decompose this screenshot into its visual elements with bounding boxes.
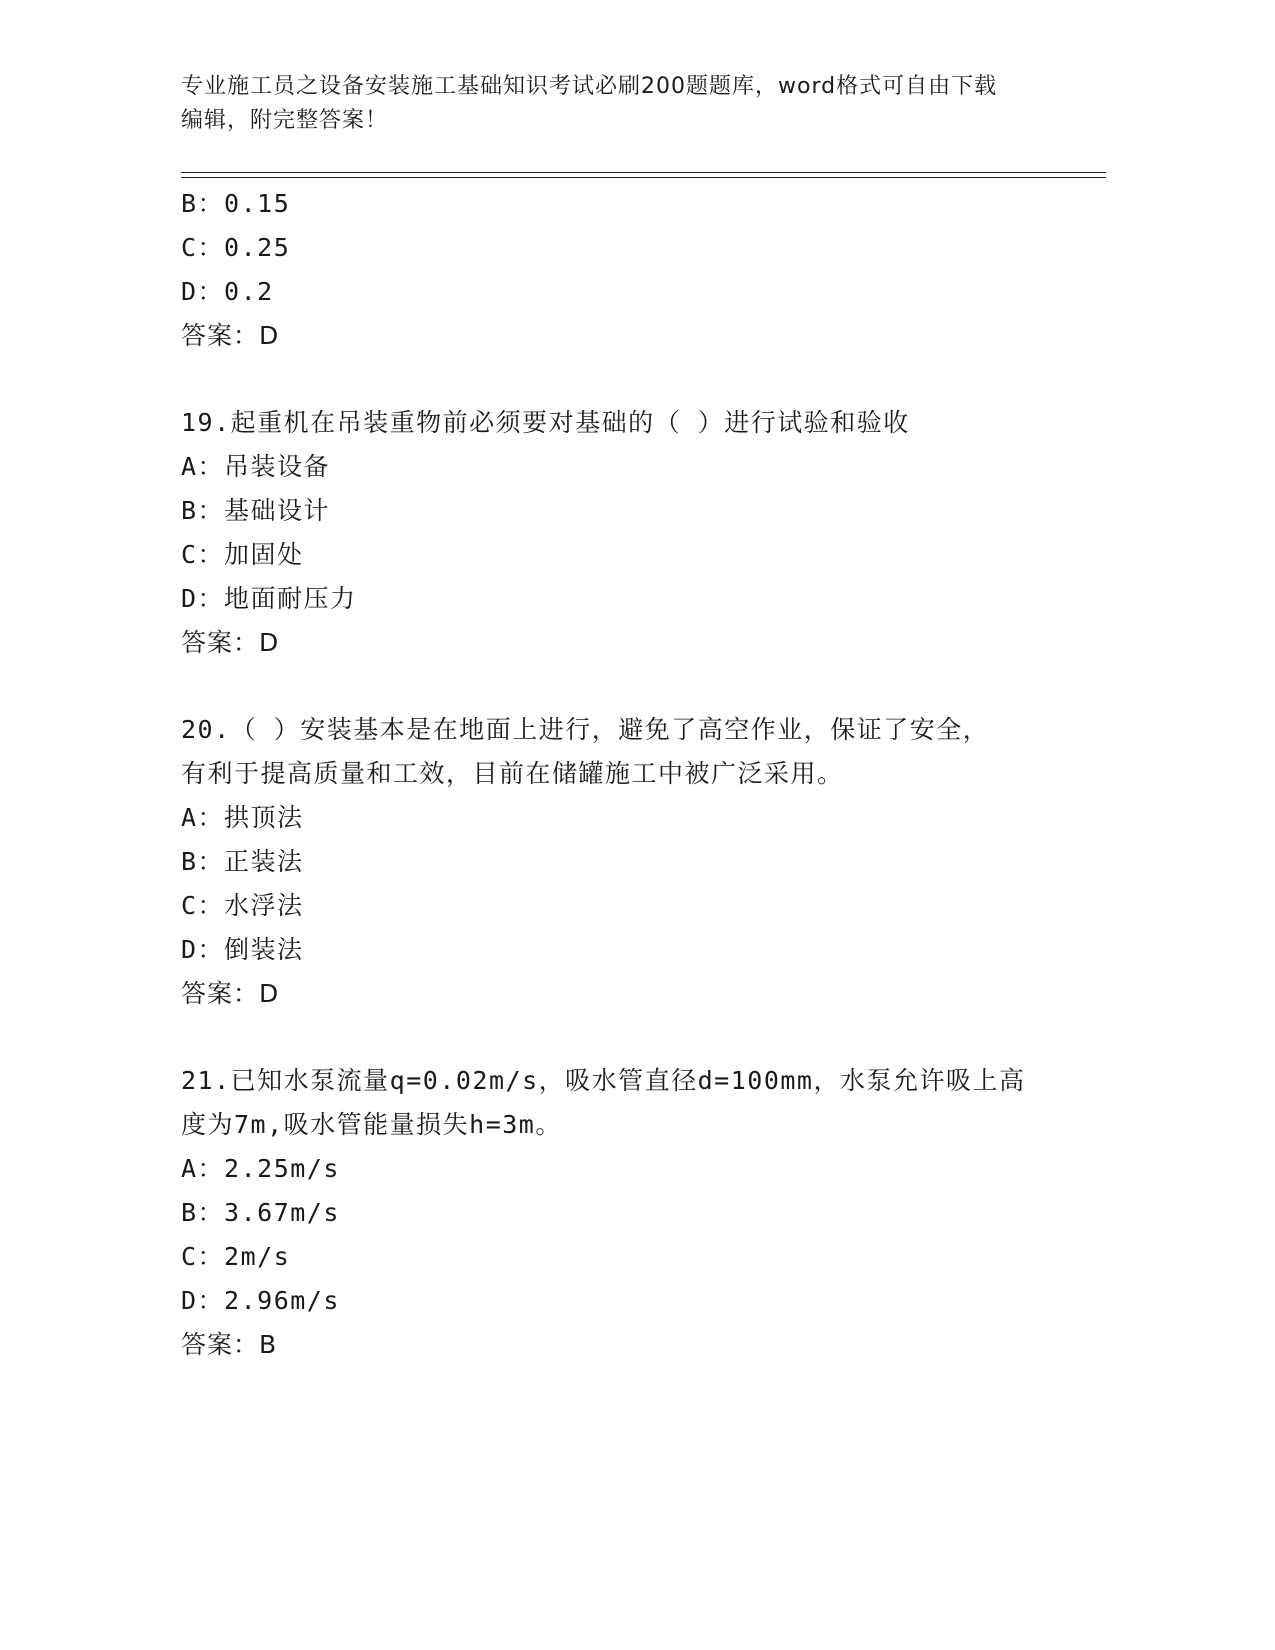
option-c: C：2m/s [181,1242,291,1271]
option-d: D：0.2 [181,277,274,306]
question-stem-line-2: 有利于提高质量和工效，目前在储罐施工中被广泛采用。 [181,759,844,788]
header-line-2: 编辑，附完整答案！ [181,108,389,133]
question-list [181,182,1081,1367]
spacer [181,665,1081,708]
header-divider-bottom [181,177,1106,178]
spacer [181,1016,1081,1059]
document-header [181,70,1041,138]
answer: 答案：D [181,321,280,350]
question-21 [181,1059,1081,1367]
question-stem-line-2: 度为7m,吸水管能量损失h=3m。 [181,1110,562,1139]
question-18-tail [181,182,1081,358]
option-b: B：0.15 [181,189,291,218]
header-line-1: 专业施工员之设备安装施工基础知识考试必刷200题题库，word格式可自由下载 [181,74,998,99]
option-d: D：倒装法 [181,935,304,964]
option-a: A：吊装设备 [181,452,331,481]
option-c: C：0.25 [181,233,291,262]
option-b: B：正装法 [181,847,304,876]
spacer [181,358,1081,401]
option-b: B：基础设计 [181,496,331,525]
option-c: C：加固处 [181,540,304,569]
option-d: D：2.96m/s [181,1286,340,1315]
question-20 [181,708,1081,1016]
question-19 [181,401,1081,665]
question-stem: 19.起重机在吊装重物前必须要对基础的（ ）进行试验和验收 [181,408,910,437]
answer: 答案：B [181,1330,278,1359]
option-a: A：2.25m/s [181,1154,340,1183]
option-c: C：水浮法 [181,891,304,920]
option-d: D：地面耐压力 [181,584,357,613]
header-divider-top [181,172,1106,173]
question-stem-line-1: 21.已知水泵流量q=0.02m/s，吸水管直径d=100mm，水泵允许吸上高 [181,1066,1026,1095]
answer: 答案：D [181,979,280,1008]
option-b: B：3.67m/s [181,1198,340,1227]
answer: 答案：D [181,628,280,657]
option-a: A：拱顶法 [181,803,304,832]
question-stem-line-1: 20.（ ）安装基本是在地面上进行，避免了高空作业，保证了安全， [181,715,990,744]
